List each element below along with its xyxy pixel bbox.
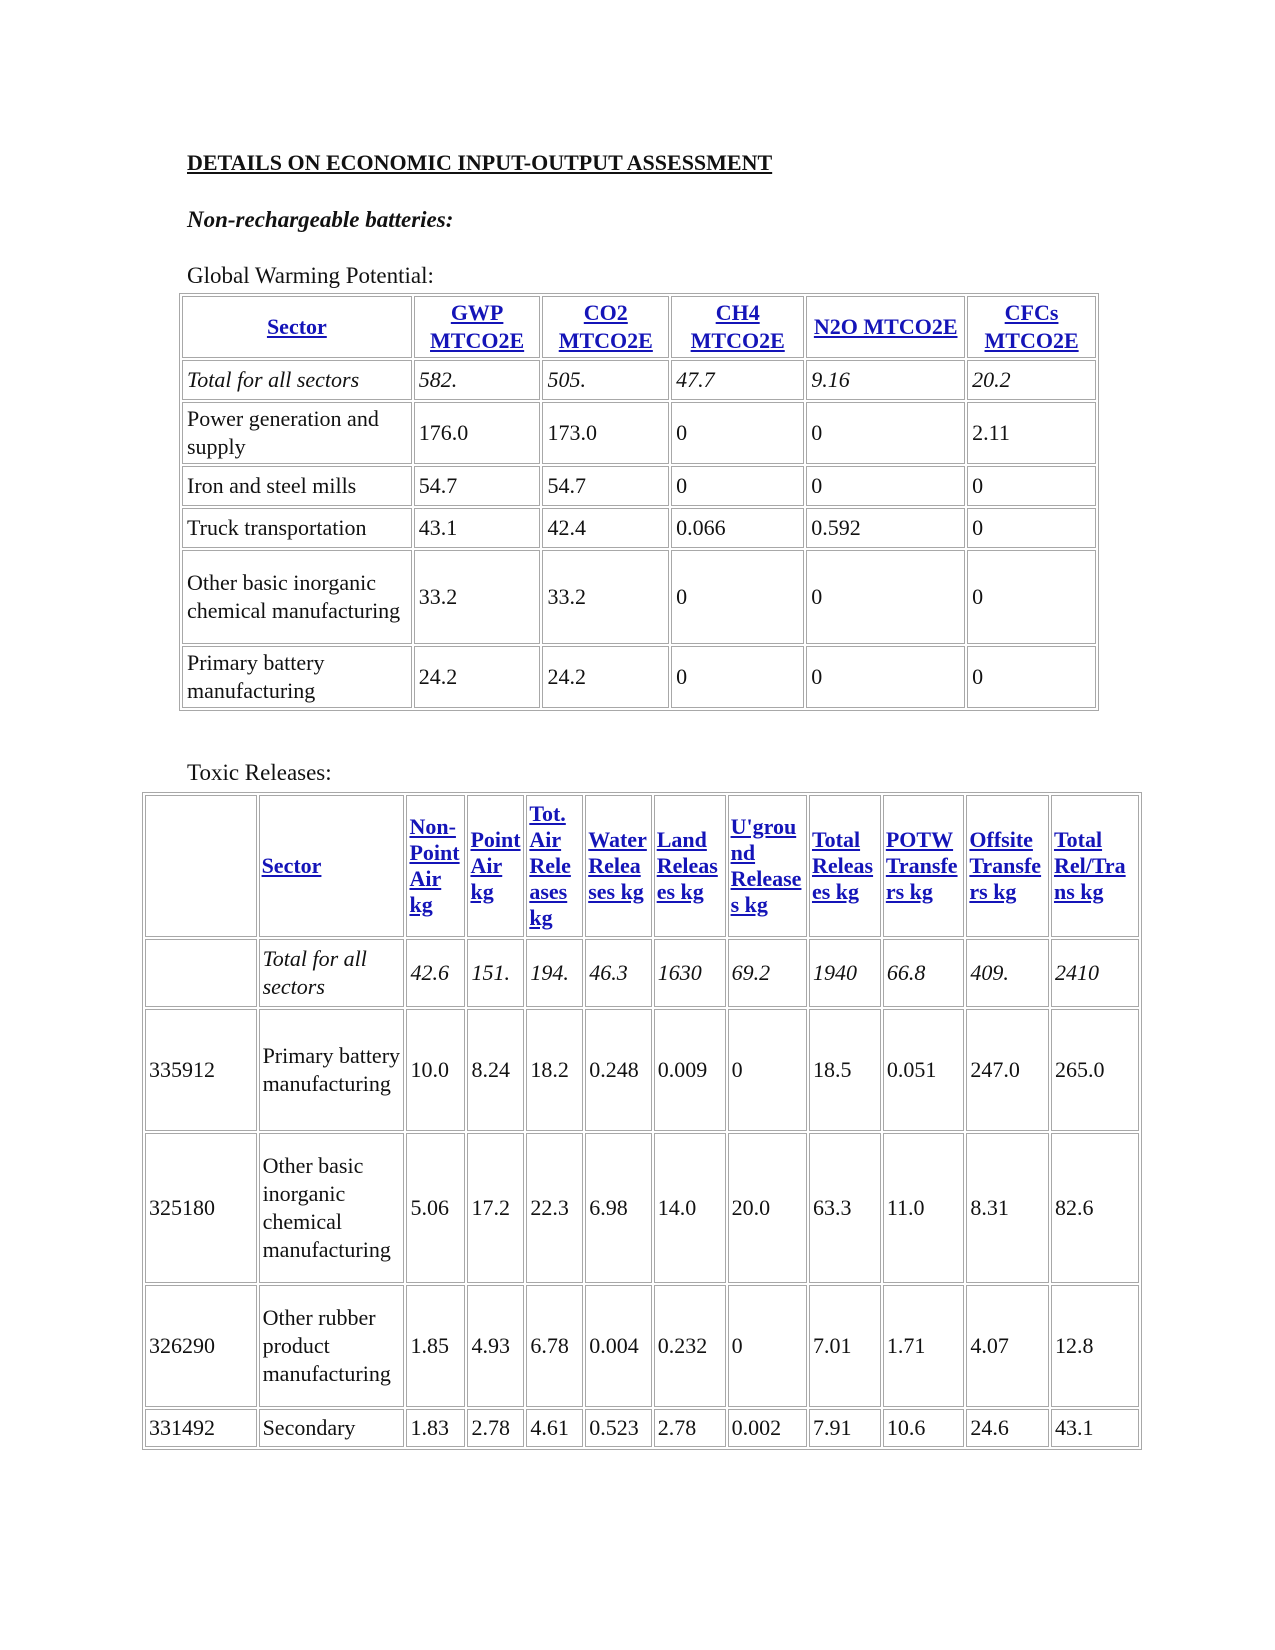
toxic-cell: 4.61 [526,1409,583,1447]
gwp-cell: 0.066 [671,508,804,548]
toxic-header-cell[interactable] [966,795,1049,937]
gwp-cell: 42.4 [542,508,669,548]
toxic-cell: 1940 [809,939,881,1007]
toxic-cell: 14.0 [654,1133,726,1283]
gwp-cell: 54.7 [414,466,541,506]
toxic-header-link[interactable]: Sector [261,853,322,878]
toxic-cell: 6.78 [526,1285,583,1407]
gwp-cell: 582. [414,360,541,400]
gwp-header-link[interactable]: CH4 MTCO2E [690,300,785,353]
toxic-cell: 5.06 [406,1133,465,1283]
toxic-cell: 82.6 [1051,1133,1139,1283]
gwp-cell: 0 [967,508,1096,548]
gwp-header-link[interactable]: GWP MTCO2E [430,300,525,353]
toxic-cell: 194. [526,939,583,1007]
gwp-header-link[interactable]: N2O MTCO2E [813,314,958,339]
toxic-cell: 0.004 [585,1285,652,1407]
toxic-row [145,1009,1139,1131]
toxic-header-cell[interactable] [526,795,583,937]
gwp-cell: 176.0 [414,402,541,464]
toxic-sector-cell: Total for all sectors [259,939,405,1007]
gwp-cell: 0 [671,402,804,464]
toxic-cell: 11.0 [883,1133,965,1283]
gwp-cell: Primary battery manufacturing [182,646,412,708]
toxic-header-link[interactable]: Total Releases kg [811,827,874,904]
gwp-row [182,402,1096,464]
toxic-header-cell[interactable] [809,795,881,937]
gwp-cell: 0 [806,550,965,644]
toxic-header-cell[interactable] [585,795,652,937]
gwp-header-cell[interactable] [671,296,804,358]
toxic-cell: 247.0 [966,1009,1049,1131]
toxic-sector-cell: Secondary [259,1409,405,1447]
toxic-cell: 63.3 [809,1133,881,1283]
gwp-header-cell[interactable] [182,296,412,358]
toxic-header-link[interactable]: Total Rel/Trans kg [1053,827,1126,904]
gwp-cell: 0 [806,466,965,506]
page-title: DETAILS ON ECONOMIC INPUT-OUTPUT ASSESSMENT [187,150,773,175]
toxic-cell: 2.78 [467,1409,524,1447]
gwp-cell: Other basic inorganic chemical manufacturing [182,550,412,644]
toxic-header-link[interactable]: POTW Transfers kg [885,827,958,904]
gwp-header-link[interactable]: Sector [266,314,327,339]
gwp-cell: Truck transportation [182,508,412,548]
toxic-sector-cell: Primary battery manufacturing [259,1009,405,1131]
gwp-header-cell[interactable] [967,296,1096,358]
toxic-cell: 0.232 [654,1285,726,1407]
toxic-cell: 66.8 [883,939,965,1007]
gwp-caption: Global Warming Potential: [187,263,434,288]
toxic-total-row [145,939,1139,1007]
toxic-cell: 4.93 [467,1285,524,1407]
toxic-cell: 20.0 [728,1133,807,1283]
toxic-cell: 0.002 [728,1409,807,1447]
gwp-cell: Total for all sectors [182,360,412,400]
toxic-header-link[interactable]: Non-Point Air kg [409,814,460,917]
gwp-cell: Iron and steel mills [182,466,412,506]
toxic-row [145,1133,1139,1283]
toxic-cell: 0.523 [585,1409,652,1447]
toxic-cell: 8.24 [467,1009,524,1131]
gwp-cell: 0.592 [806,508,965,548]
toxic-sector-cell: Other basic inorganic chemical manufacturing [259,1133,405,1283]
gwp-cell: 20.2 [967,360,1096,400]
toxic-cell: 42.6 [406,939,465,1007]
toxic-header-row [145,795,1139,937]
gwp-cell: 0 [806,646,965,708]
toxic-header-link[interactable]: U'ground Releases kg [730,814,802,917]
gwp-cell: 0 [967,466,1096,506]
toxic-cell: 409. [966,939,1049,1007]
gwp-cell: 54.7 [542,466,669,506]
gwp-header-link[interactable]: CO2 MTCO2E [558,300,653,353]
toxic-code-cell: 335912 [145,1009,257,1131]
toxic-cell: 2410 [1051,939,1139,1007]
toxic-cell: 0.051 [883,1009,965,1131]
toxic-cell: 0 [728,1009,807,1131]
toxic-cell: 6.98 [585,1133,652,1283]
toxic-header-cell[interactable] [467,795,524,937]
toxic-code-cell: 331492 [145,1409,257,1447]
toxic-cell: 151. [467,939,524,1007]
toxic-caption: Toxic Releases: [187,760,332,785]
gwp-cell: 173.0 [542,402,669,464]
toxic-header-link[interactable]: Offsite Transfers kg [969,827,1042,904]
gwp-cell: 0 [967,646,1096,708]
gwp-cell: 33.2 [414,550,541,644]
toxic-cell: 2.78 [654,1409,726,1447]
toxic-cell: 0.009 [654,1009,726,1131]
toxic-cell: 46.3 [585,939,652,1007]
toxic-header-cell[interactable] [654,795,726,937]
toxic-row [145,1285,1139,1407]
toxic-cell: 0.248 [585,1009,652,1131]
gwp-cell: 24.2 [414,646,541,708]
gwp-cell: 24.2 [542,646,669,708]
toxic-cell: 0 [728,1285,807,1407]
gwp-header-cell[interactable] [542,296,669,358]
toxic-cell: 10.6 [883,1409,965,1447]
gwp-cell: 505. [542,360,669,400]
toxic-header-cell[interactable] [1051,795,1139,937]
toxic-header-link[interactable]: Tot. Air Releases kg [529,801,571,930]
toxic-row [145,1409,1139,1447]
toxic-cell: 18.2 [526,1009,583,1131]
toxic-cell: 265.0 [1051,1009,1139,1131]
gwp-cell: 33.2 [542,550,669,644]
gwp-cell: 9.16 [806,360,965,400]
gwp-header-cell[interactable] [806,296,965,358]
section-subtitle: Non-rechargeable batteries: [187,207,454,232]
toxic-header-cell[interactable] [406,795,465,937]
gwp-row [182,550,1096,644]
toxic-header-link[interactable]: Land Releases kg [656,827,718,904]
toxic-cell: 4.07 [966,1285,1049,1407]
toxic-cell: 7.91 [809,1409,881,1447]
gwp-cell: 43.1 [414,508,541,548]
toxic-cell: 18.5 [809,1009,881,1131]
toxic-cell: 1630 [654,939,726,1007]
toxic-code-cell [145,939,257,1007]
gwp-total-row [182,360,1096,400]
toxic-cell: 24.6 [966,1409,1049,1447]
toxic-cell: 12.8 [1051,1285,1139,1407]
gwp-row [182,508,1096,548]
toxic-cell: 1.71 [883,1285,965,1407]
toxic-cell: 22.3 [526,1133,583,1283]
gwp-cell: 0 [671,550,804,644]
gwp-cell: Power generation and supply [182,402,412,464]
gwp-cell: 2.11 [967,402,1096,464]
toxic-cell: 1.83 [406,1409,465,1447]
toxic-cell: 1.85 [406,1285,465,1407]
toxic-cell: 7.01 [809,1285,881,1407]
toxic-cell: 43.1 [1051,1409,1139,1447]
toxic-header-link[interactable]: Point Air kg [470,827,521,904]
toxic-cell: 8.31 [966,1133,1049,1283]
toxic-code-cell: 326290 [145,1285,257,1407]
gwp-row [182,466,1096,506]
toxic-code-cell: 325180 [145,1133,257,1283]
toxic-cell: 10.0 [406,1009,465,1131]
gwp-cell: 47.7 [671,360,804,400]
toxic-header-link[interactable]: Water Releases kg [588,827,647,904]
toxic-header-cell[interactable] [259,795,405,937]
gwp-row [182,646,1096,708]
toxic-header-cell [145,795,257,937]
toxic-header-cell[interactable] [883,795,965,937]
gwp-header-link[interactable]: CFCs MTCO2E [984,300,1079,353]
gwp-header-row [182,296,1096,358]
gwp-header-cell[interactable] [414,296,541,358]
gwp-cell: 0 [967,550,1096,644]
gwp-table [179,293,1099,711]
toxic-cell: 17.2 [467,1133,524,1283]
gwp-cell: 0 [671,466,804,506]
gwp-cell: 0 [671,646,804,708]
toxic-sector-cell: Other rubber product manufacturing [259,1285,405,1407]
gwp-cell: 0 [806,402,965,464]
toxic-header-cell[interactable] [728,795,807,937]
toxic-cell: 69.2 [728,939,807,1007]
toxic-table [142,792,1142,1450]
